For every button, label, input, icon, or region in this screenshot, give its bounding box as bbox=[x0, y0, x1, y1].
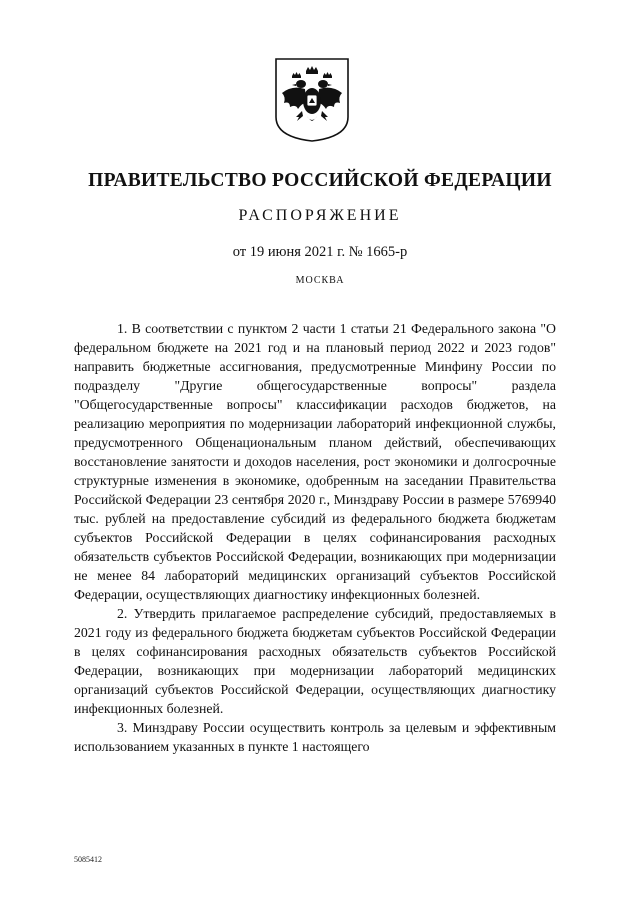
paragraph-2: 2. Утвердить прилагаемое распределение субсидий, предоставляемых в 2021 году из федерального бюджета бюджетам субъектов Российской Федерации в целях софинансирования расходных обязательств субъектов Российской Федерации, возникающих при модернизации лабораторий медицинских организаций субъектов Российской Федерации, осуществляющих диагностику инфекционных болезней. bbox=[74, 606, 556, 716]
russian-coat-of-arms-icon bbox=[272, 57, 352, 143]
paragraph-3: 3. Минздраву России осуществить контроль за целевым и эффективным использованием указанных в пункте 1 настоящего bbox=[74, 720, 556, 754]
paragraph-1: 1. В соответствии с пунктом 2 части 1 статьи 21 Федерального закона "О федеральном бюджете на 2021 год и на плановый период 2022 и 2023 годов" направить бюджетные ассигнования, предусмотренные Минфину России по подразделу "Другие общегосударственные вопросы" раздела "Общегосударственные вопросы" классификации расходов бюджетов, на реализацию мероприятия по модернизации лабораторий инфекционной службы, предусмотренного Общенациональным планом действий, обеспечивающих восстановление занятости и доходов населения, рост экономики и долгосрочные структурные изменения в экономике, одобренным на заседании Правительства Российской Федерации 23 сентября 2020 г., Минздраву России в размере 5769940 тыс. рублей на предоставление субсидий из федерального бюджета бюджетам субъектов Российской Федерации в целях софинансирования расходных обязательств субъектов Российской Федерации, возникающих при модернизации не менее 84 лабораторий медицинских организаций субъектов Российской Федерации, осуществляющих диагностику инфекционных болезней. bbox=[74, 321, 556, 602]
footer-code: 5085412 bbox=[74, 855, 102, 864]
document-body bbox=[74, 319, 556, 756]
doc-type: РАСПОРЯЖЕНИЕ bbox=[238, 207, 402, 224]
doc-date: от 19 июня 2021 г. № 1665-р bbox=[232, 244, 408, 260]
org-title: ПРАВИТЕЛЬСТВО РОССИЙСКОЙ ФЕДЕРАЦИИ bbox=[88, 170, 552, 191]
doc-city: МОСКВА bbox=[295, 275, 345, 286]
